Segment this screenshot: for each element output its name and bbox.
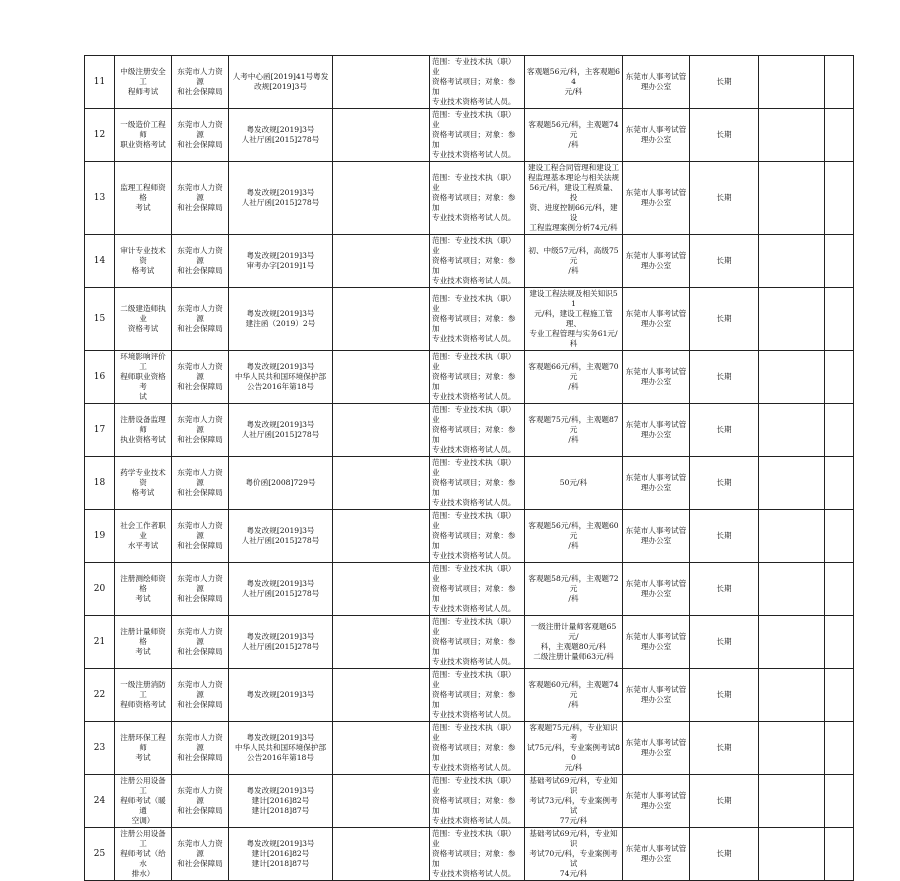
policy-basis: 粤发改规[2019]3号 人社厅函[2015]278号 (229, 162, 333, 235)
table-row (85, 828, 854, 881)
fee-standard: 客观题75元/科，主观题87元 /科 (525, 404, 623, 457)
department: 东莞市人力资源 和社会保障局 (172, 351, 229, 404)
blank-cell (825, 235, 854, 288)
scope-and-target: 范围：专业技术执（职）业 资格考试项目；对象：参加 专业技术资格考试人员。 (430, 828, 525, 881)
row-number: 21 (85, 616, 115, 669)
validity-period: 长期 (690, 457, 759, 510)
blank-cell (825, 351, 854, 404)
validity-period: 长期 (690, 616, 759, 669)
collecting-agency: 东莞市人事考试管 理办公室 (623, 56, 690, 109)
row-number: 18 (85, 457, 115, 510)
collecting-agency: 东莞市人事考试管 理办公室 (623, 563, 690, 616)
blank-cell (825, 109, 854, 162)
row-number: 16 (85, 351, 115, 404)
exam-name: 二级建造师执业 资格考试 (115, 288, 172, 351)
policy-basis: 粤发改规[2019]3号 人社厅函[2015]278号 (229, 563, 333, 616)
table-row (85, 669, 854, 722)
department: 东莞市人力资源 和社会保障局 (172, 669, 229, 722)
fee-standard: 建设工程合同管理和建设工 程监理基本理论与相关法规 56元/科，建设工程质量、投 资、进度控制66元/科，建设 工程监理案例分析74元/科 (525, 162, 623, 235)
blank-cell (759, 828, 825, 881)
blank-cell (333, 563, 430, 616)
row-number: 25 (85, 828, 115, 881)
collecting-agency: 东莞市人事考试管 理办公室 (623, 288, 690, 351)
scope-and-target: 范围：专业技术执（职）业 资格考试项目；对象：参加 专业技术资格考试人员。 (430, 775, 525, 828)
department: 东莞市人力资源 和社会保障局 (172, 288, 229, 351)
exam-name: 中级注册安全工 程师考试 (115, 56, 172, 109)
blank-cell (759, 404, 825, 457)
blank-cell (333, 510, 430, 563)
validity-period: 长期 (690, 669, 759, 722)
collecting-agency: 东莞市人事考试管 理办公室 (623, 775, 690, 828)
policy-basis: 粤发改规[2019]3号 (229, 669, 333, 722)
scope-and-target: 范围：专业技术执（职）业 资格考试项目；对象：参加 专业技术资格考试人员。 (430, 563, 525, 616)
scope-and-target: 范围：专业技术执（职）业 资格考试项目；对象：参加 专业技术资格考试人员。 (430, 616, 525, 669)
department: 东莞市人力资源 和社会保障局 (172, 109, 229, 162)
fee-standard: 客观题75元/科，专业知识考 试75元/科，专业案例考试80 元/科 (525, 722, 623, 775)
policy-basis: 粤发改规[2019]3号 人社厅函[2015]278号 (229, 109, 333, 162)
blank-cell (333, 162, 430, 235)
exam-name: 一级注册消防工 程师资格考试 (115, 669, 172, 722)
collecting-agency: 东莞市人事考试管 理办公室 (623, 109, 690, 162)
exam-name: 环境影响评价工 程师职业资格考 试 (115, 351, 172, 404)
table-row (85, 722, 854, 775)
scope-and-target: 范围：专业技术执（职）业 资格考试项目；对象：参加 专业技术资格考试人员。 (430, 457, 525, 510)
blank-cell (333, 828, 430, 881)
table-row (85, 457, 854, 510)
exam-name: 注册设备监理师 执业资格考试 (115, 404, 172, 457)
blank-cell (759, 616, 825, 669)
collecting-agency: 东莞市人事考试管 理办公室 (623, 510, 690, 563)
department: 东莞市人力资源 和社会保障局 (172, 775, 229, 828)
blank-cell (759, 669, 825, 722)
collecting-agency: 东莞市人事考试管 理办公室 (623, 722, 690, 775)
row-number: 22 (85, 669, 115, 722)
validity-period: 长期 (690, 722, 759, 775)
fee-standard: 建设工程法规及相关知识51 元/科，建设工程施工管理、 专业工程管理与实务61元/科 (525, 288, 623, 351)
blank-cell (759, 162, 825, 235)
scope-and-target: 范围：专业技术执（职）业 资格考试项目；对象：参加 专业技术资格考试人员。 (430, 669, 525, 722)
row-number: 20 (85, 563, 115, 616)
blank-cell (333, 56, 430, 109)
collecting-agency: 东莞市人事考试管 理办公室 (623, 235, 690, 288)
validity-period: 长期 (690, 288, 759, 351)
blank-cell (333, 288, 430, 351)
validity-period: 长期 (690, 775, 759, 828)
table-row (85, 404, 854, 457)
blank-cell (333, 669, 430, 722)
row-number: 15 (85, 288, 115, 351)
department: 东莞市人力资源 和社会保障局 (172, 56, 229, 109)
table-row (85, 510, 854, 563)
policy-basis: 粤发改规[2019]3号 审考办字[2019]1号 (229, 235, 333, 288)
fee-standard: 客观题66元/科，主观题70元 /科 (525, 351, 623, 404)
fee-standard: 50元/科 (525, 457, 623, 510)
department: 东莞市人力资源 和社会保障局 (172, 563, 229, 616)
exam-name: 注册计量师资格 考试 (115, 616, 172, 669)
collecting-agency: 东莞市人事考试管 理办公室 (623, 162, 690, 235)
department: 东莞市人力资源 和社会保障局 (172, 235, 229, 288)
table-row (85, 56, 854, 109)
blank-cell (759, 235, 825, 288)
collecting-agency: 东莞市人事考试管 理办公室 (623, 351, 690, 404)
scope-and-target: 范围：专业技术执（职）业 资格考试项目；对象：参加 专业技术资格考试人员。 (430, 510, 525, 563)
exam-name: 注册公用设备工 程师考试（给水 排水） (115, 828, 172, 881)
exam-name: 一级造价工程师 职业资格考试 (115, 109, 172, 162)
exam-name: 注册环保工程师 考试 (115, 722, 172, 775)
table-row (85, 162, 854, 235)
policy-basis: 粤发改规[2019]3号 人社厅函[2015]278号 (229, 404, 333, 457)
blank-cell (333, 775, 430, 828)
row-number: 11 (85, 56, 115, 109)
blank-cell (825, 616, 854, 669)
collecting-agency: 东莞市人事考试管 理办公室 (623, 404, 690, 457)
blank-cell (759, 288, 825, 351)
blank-cell (759, 109, 825, 162)
blank-cell (825, 563, 854, 616)
exam-name: 注册测绘师资格 考试 (115, 563, 172, 616)
policy-basis: 粤发改规[2019]3号 人社厅函[2015]278号 (229, 510, 333, 563)
policy-basis: 粤发改规[2019]3号 建注函（2019）2号 (229, 288, 333, 351)
blank-cell (825, 669, 854, 722)
fee-standard: 客观题56元/科，主观题60元 /科 (525, 510, 623, 563)
blank-cell (825, 162, 854, 235)
scope-and-target: 范围：专业技术执（职）业 资格考试项目；对象：参加 专业技术资格考试人员。 (430, 288, 525, 351)
department: 东莞市人力资源 和社会保障局 (172, 510, 229, 563)
table-row (85, 775, 854, 828)
blank-cell (759, 510, 825, 563)
blank-cell (825, 288, 854, 351)
department: 东莞市人力资源 和社会保障局 (172, 828, 229, 881)
validity-period: 长期 (690, 563, 759, 616)
policy-basis: 粤发改规[2019]3号 中华人民共和国环境保护部 公告2016年第18号 (229, 722, 333, 775)
table-row (85, 351, 854, 404)
fee-standard: 客观题56元/科，主观题74元 /科 (525, 109, 623, 162)
policy-basis: 人考中心函[2019]41号粤发 改规[2019]3号 (229, 56, 333, 109)
blank-cell (333, 109, 430, 162)
policy-basis: 粤发改规[2019]3号 建计[2016]82号 建计[2018]87号 (229, 775, 333, 828)
validity-period: 长期 (690, 404, 759, 457)
scope-and-target: 范围：专业技术执（职）业 资格考试项目；对象：参加 专业技术资格考试人员。 (430, 235, 525, 288)
blank-cell (759, 775, 825, 828)
scope-and-target: 范围：专业技术执（职）业 资格考试项目；对象：参加 专业技术资格考试人员。 (430, 56, 525, 109)
fee-schedule-table (84, 55, 854, 881)
blank-cell (333, 616, 430, 669)
validity-period: 长期 (690, 235, 759, 288)
blank-cell (825, 828, 854, 881)
table-row (85, 563, 854, 616)
scope-and-target: 范围：专业技术执（职）业 资格考试项目；对象：参加 专业技术资格考试人员。 (430, 404, 525, 457)
collecting-agency: 东莞市人事考试管 理办公室 (623, 616, 690, 669)
department: 东莞市人力资源 和社会保障局 (172, 722, 229, 775)
exam-name: 注册公用设备工 程师考试（暖通 空调） (115, 775, 172, 828)
fee-standard: 初、中级57元/科，高级75元 /科 (525, 235, 623, 288)
blank-cell (825, 775, 854, 828)
blank-cell (333, 404, 430, 457)
validity-period: 长期 (690, 828, 759, 881)
collecting-agency: 东莞市人事考试管 理办公室 (623, 457, 690, 510)
fee-standard: 一级注册计量师客观题65元/ 科，主观题80元/科 二级注册计量师63元/科 (525, 616, 623, 669)
collecting-agency: 东莞市人事考试管 理办公室 (623, 828, 690, 881)
row-number: 17 (85, 404, 115, 457)
table-row (85, 235, 854, 288)
exam-name: 审计专业技术资 格考试 (115, 235, 172, 288)
row-number: 14 (85, 235, 115, 288)
blank-cell (825, 457, 854, 510)
department: 东莞市人力资源 和社会保障局 (172, 162, 229, 235)
row-number: 19 (85, 510, 115, 563)
blank-cell (825, 404, 854, 457)
validity-period: 长期 (690, 510, 759, 563)
row-number: 12 (85, 109, 115, 162)
table-row (85, 616, 854, 669)
department: 东莞市人力资源 和社会保障局 (172, 404, 229, 457)
row-number: 23 (85, 722, 115, 775)
exam-name: 监理工程师资格 考试 (115, 162, 172, 235)
scope-and-target: 范围：专业技术执（职）业 资格考试项目；对象：参加 专业技术资格考试人员。 (430, 162, 525, 235)
blank-cell (825, 510, 854, 563)
validity-period: 长期 (690, 351, 759, 404)
fee-standard: 客观题60元/科，主观题74元 /科 (525, 669, 623, 722)
row-number: 24 (85, 775, 115, 828)
collecting-agency: 东莞市人事考试管 理办公室 (623, 669, 690, 722)
blank-cell (759, 722, 825, 775)
department: 东莞市人力资源 和社会保障局 (172, 457, 229, 510)
scope-and-target: 范围：专业技术执（职）业 资格考试项目；对象：参加 专业技术资格考试人员。 (430, 109, 525, 162)
table-row (85, 288, 854, 351)
policy-basis: 粤发改规[2019]3号 人社厅函[2015]278号 (229, 616, 333, 669)
blank-cell (825, 56, 854, 109)
exam-name: 药学专业技术资 格考试 (115, 457, 172, 510)
blank-cell (825, 722, 854, 775)
blank-cell (333, 457, 430, 510)
policy-basis: 粤价函[2008]729号 (229, 457, 333, 510)
fee-standard: 客观题56元/科，主客观题64 元/科 (525, 56, 623, 109)
fee-standard: 基础考试69元/科，专业知识 考试70元/科，专业案例考试 74元/科 (525, 828, 623, 881)
fee-standard: 客观题58元/科，主观题72元 /科 (525, 563, 623, 616)
validity-period: 长期 (690, 56, 759, 109)
table-row (85, 109, 854, 162)
blank-cell (759, 351, 825, 404)
blank-cell (759, 563, 825, 616)
validity-period: 长期 (690, 162, 759, 235)
scope-and-target: 范围：专业技术执（职）业 资格考试项目；对象：参加 专业技术资格考试人员。 (430, 722, 525, 775)
blank-cell (333, 351, 430, 404)
policy-basis: 粤发改规[2019]3号 建计[2016]82号 建计[2018]87号 (229, 828, 333, 881)
row-number: 13 (85, 162, 115, 235)
blank-cell (759, 56, 825, 109)
fee-standard: 基础考试69元/科，专业知识 考试73元/科，专业案例考试 77元/科 (525, 775, 623, 828)
department: 东莞市人力资源 和社会保障局 (172, 616, 229, 669)
validity-period: 长期 (690, 109, 759, 162)
exam-name: 社会工作者职业 水平考试 (115, 510, 172, 563)
blank-cell (333, 235, 430, 288)
blank-cell (759, 457, 825, 510)
blank-cell (333, 722, 430, 775)
scope-and-target: 范围：专业技术执（职）业 资格考试项目；对象：参加 专业技术资格考试人员。 (430, 351, 525, 404)
policy-basis: 粤发改规[2019]3号 中华人民共和国环境保护部 公告2016年第18号 (229, 351, 333, 404)
